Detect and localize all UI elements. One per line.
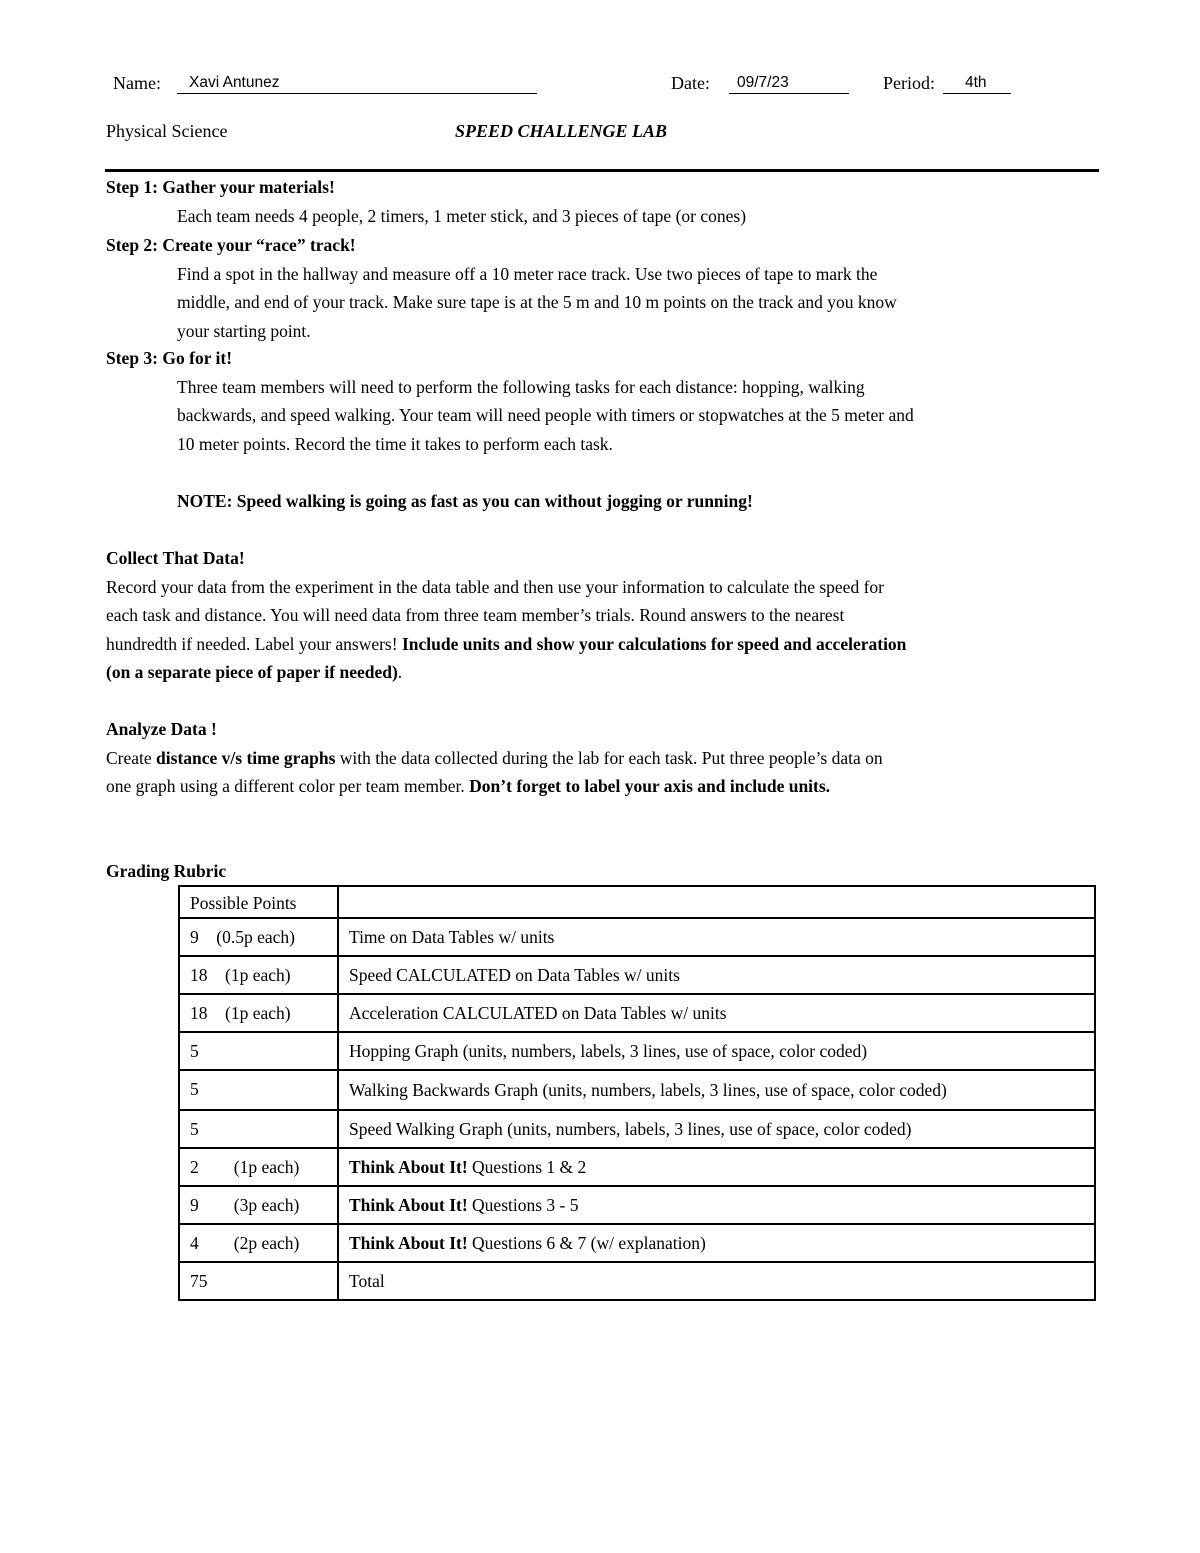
note: NOTE: Speed walking is going as fast as you can without jogging or running! (177, 491, 753, 511)
row-description: Think About It! Questions 1 & 2 (338, 1148, 1095, 1186)
header-description (338, 886, 1095, 918)
table-row (179, 1070, 1095, 1110)
row-description: Walking Backwards Graph (units, numbers, labels, 3 lines, use of space, color coded) (338, 1070, 1095, 1110)
table-row (179, 1186, 1095, 1224)
collect-line: Record your data from the experiment in the data table and then use your information to calculate the speed for (106, 576, 884, 597)
row-description: Think About It! Questions 6 & 7 (w/ explanation) (338, 1224, 1095, 1262)
page-title: SPEED CHALLENGE LAB (455, 121, 668, 141)
course-name: Physical Science (106, 121, 228, 141)
step-2-line: Find a spot in the hallway and measure off a 10 meter race track. Use two pieces of tape to mark the (177, 263, 878, 284)
period-underline (943, 93, 1011, 94)
analyze-line: with the data collected during the lab for each task. Put three people’s data on (335, 747, 883, 768)
collect-line: each task and distance. You will need data from three team member’s trials. Round answers to the nearest (106, 605, 845, 625)
header-points: Possible Points (179, 886, 338, 918)
row-description: Acceleration CALCULATED on Data Tables w/ units (338, 994, 1095, 1032)
row-points: 4 (2p each) (179, 1224, 338, 1262)
analyze-line: one graph using a different color per team member. (106, 776, 470, 796)
table-row (179, 1032, 1095, 1070)
step-1 (106, 173, 746, 230)
collect-section (106, 544, 906, 687)
step-2-line: your starting point. (177, 320, 311, 341)
date-underline (729, 93, 849, 94)
step-3-line: Three team members will need to perform the following tasks for each distance: hopping, walking (177, 376, 865, 397)
analyze-emphasis: distance v/s time graphs (156, 747, 336, 768)
table-row (179, 918, 1095, 956)
step-1-heading: Gather your materials! (162, 177, 335, 197)
step-2-label: Step 2: (106, 235, 159, 255)
table-row (179, 956, 1095, 994)
step-2 (106, 231, 897, 345)
row-points: 18 (1p each) (179, 994, 338, 1032)
rubric-heading: Grading Rubric (106, 861, 227, 881)
row-description: Hopping Graph (units, numbers, labels, 3 lines, use of space, color coded) (338, 1032, 1095, 1070)
step-3-line: backwards, and speed walking. Your team will need people with timers or stopwatches at the 5 meter and (177, 405, 914, 425)
row-points: 2 (1p each) (179, 1148, 338, 1186)
step-1-line: Each team needs 4 people, 2 timers, 1 meter stick, and 3 pieces of tape (or cones) (177, 205, 747, 226)
analyze-line: Create (106, 747, 157, 768)
step-1-label: Step 1: (106, 177, 159, 197)
table-header-row (179, 886, 1095, 918)
name-value[interactable]: Xavi Antunez (189, 74, 280, 91)
step-3-line: 10 meter points. Record the time it takes to perform each task. (177, 433, 613, 454)
step-3 (106, 344, 914, 458)
step-2-heading: Create your “race” track! (162, 235, 356, 255)
analyze-emphasis: Don’t forget to label your axis and include units. (469, 776, 831, 796)
collect-line-end: . (397, 662, 403, 682)
step-2-line: middle, and end of your track. Make sure tape is at the 5 m and 10 m points on the track and you know (177, 292, 897, 312)
grading-rubric-table (178, 885, 1096, 1301)
row-points: 9 (0.5p each) (179, 918, 338, 956)
collect-emphasis: (on a separate piece of paper if needed) (106, 662, 398, 682)
table-row (179, 1148, 1095, 1186)
row-points: 5 (179, 1070, 338, 1110)
analyze-heading: Analyze Data ! (106, 719, 217, 739)
row-points: 75 (179, 1262, 338, 1300)
row-points: 9 (3p each) (179, 1186, 338, 1224)
period-value[interactable]: 4th (965, 74, 987, 91)
period-label: Period: (883, 73, 935, 93)
table-row (179, 994, 1095, 1032)
table-row (179, 1110, 1095, 1148)
name-underline (177, 93, 537, 94)
collect-heading: Collect That Data! (106, 548, 245, 568)
row-points: 5 (179, 1032, 338, 1070)
date-value[interactable]: 09/7/23 (737, 74, 789, 91)
row-description: Speed Walking Graph (units, numbers, labels, 3 lines, use of space, color coded) (338, 1110, 1095, 1148)
collect-line: hundredth if needed. Label your answers! (106, 633, 402, 654)
table-row (179, 1224, 1095, 1262)
analyze-section (106, 715, 883, 801)
row-points: 18 (1p each) (179, 956, 338, 994)
row-description: Total (338, 1262, 1095, 1300)
collect-emphasis: Include units and show your calculations for speed and acceleration (401, 633, 907, 654)
name-label: Name: (113, 73, 161, 93)
header-rule (105, 169, 1099, 172)
row-description: Speed CALCULATED on Data Tables w/ units (338, 956, 1095, 994)
row-points: 5 (179, 1110, 338, 1148)
row-description: Think About It! Questions 3 - 5 (338, 1186, 1095, 1224)
row-description: Time on Data Tables w/ units (338, 918, 1095, 956)
date-label: Date: (671, 73, 710, 93)
step-3-heading: Go for it! (162, 348, 233, 368)
step-3-label: Step 3: (106, 348, 159, 368)
table-row-total (179, 1262, 1095, 1300)
